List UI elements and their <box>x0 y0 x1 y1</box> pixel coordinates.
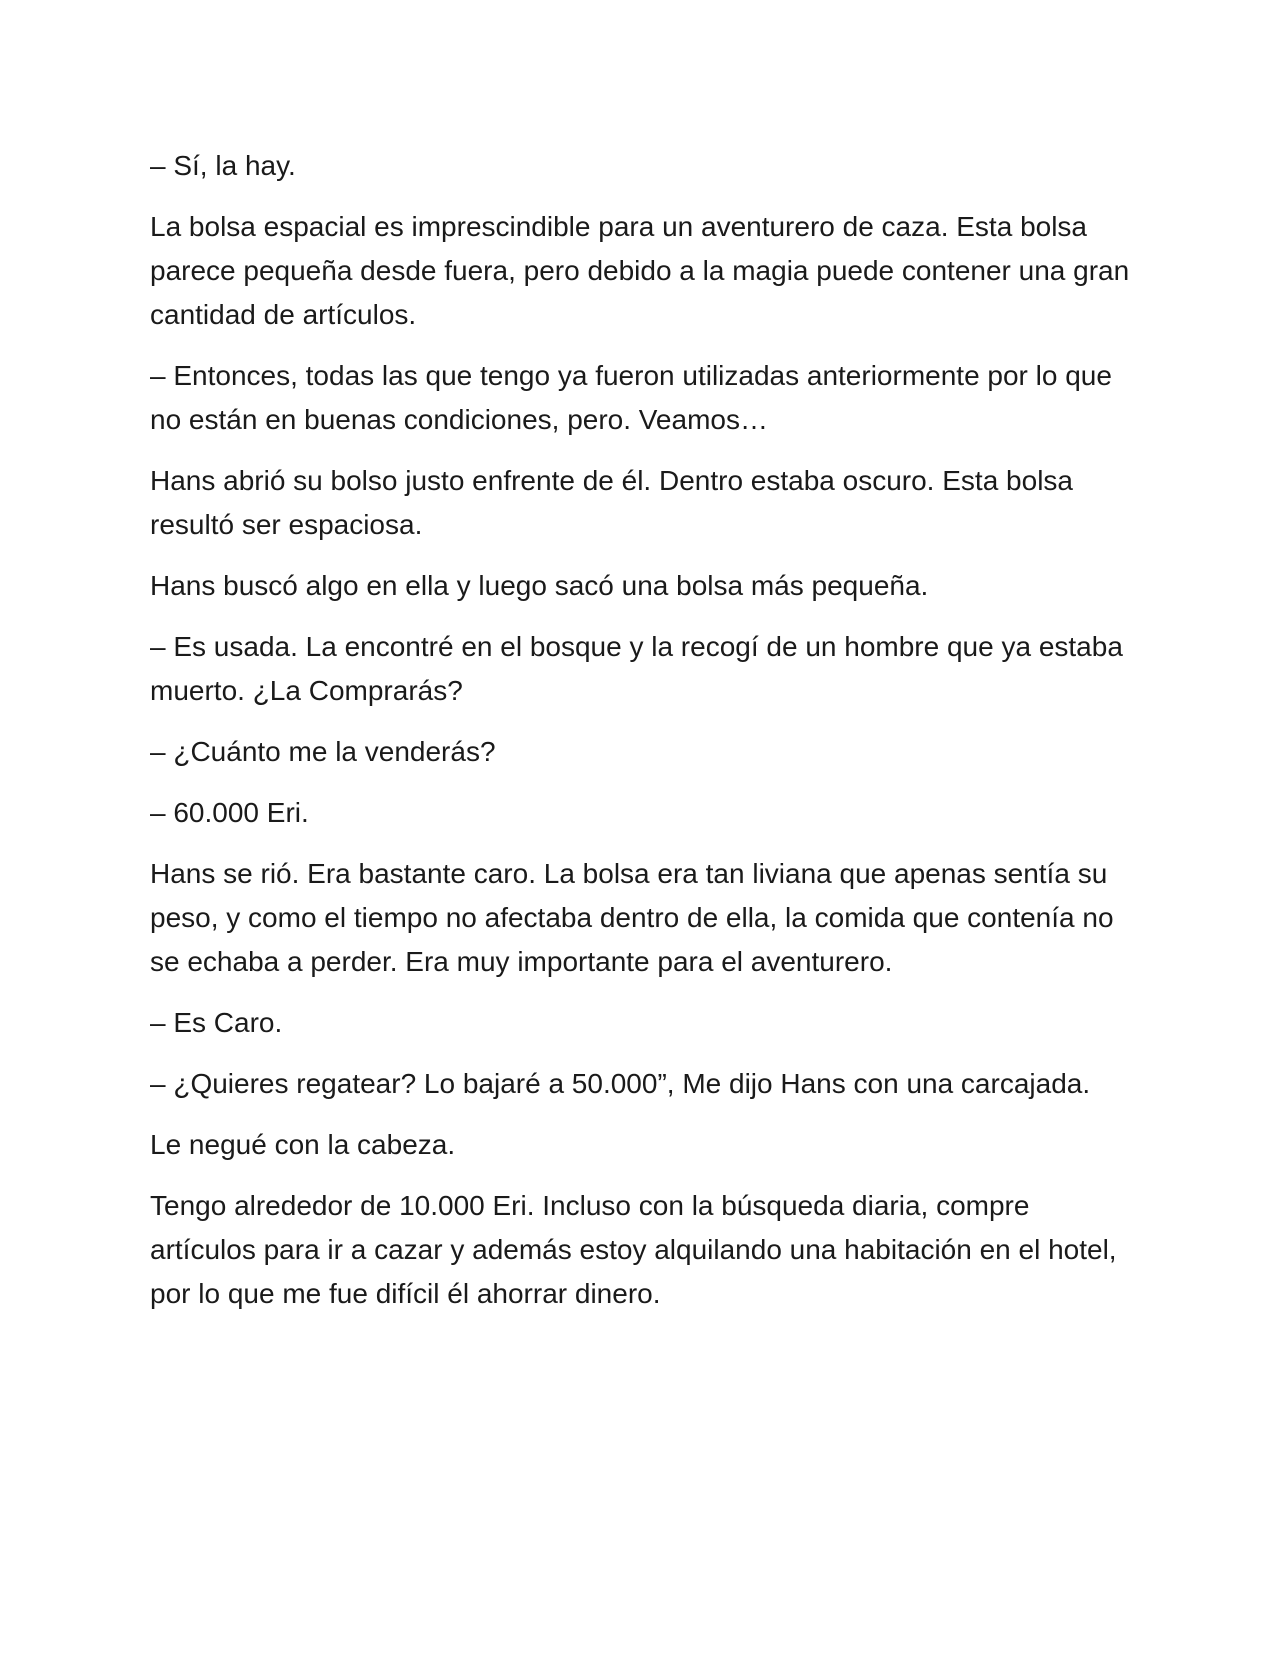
paragraph-3: – Entonces, todas las que tengo ya fueron utilizadas anteriormente por lo que no están en buenas condiciones, pero. Veamos… <box>150 360 1112 435</box>
paragraph-11: – ¿Quieres regatear? Lo bajaré a 50.000”, Me dijo Hans con una carcajada. <box>150 1068 1091 1099</box>
document-page <box>150 144 1130 1333</box>
paragraph-1: – Sí, la hay. <box>150 150 296 181</box>
paragraph-9: Hans se rió. Era bastante caro. La bolsa era tan liviana que apenas sentía su peso, y como el tiempo no afectaba dentro de ella, la comida que contenía no se echaba a perder. Era muy importante para el aventurero. <box>150 858 1114 977</box>
paragraph-10: – Es Caro. <box>150 1007 283 1038</box>
paragraph-2: La bolsa espacial es imprescindible para un aventurero de caza. Esta bolsa parece pequeña desde fuera, pero debido a la magia puede contener una gran cantidad de artículos. <box>150 211 1130 330</box>
paragraph-7: – ¿Cuánto me la venderás? <box>150 736 496 767</box>
paragraph-6: – Es usada. La encontré en el bosque y la recogí de un hombre que ya estaba muerto. ¿La Comprarás? <box>150 631 1123 706</box>
paragraph-5: Hans buscó algo en ella y luego sacó una bolsa más pequeña. <box>150 570 929 601</box>
paragraph-8: – 60.000 Eri. <box>150 797 309 828</box>
paragraph-4: Hans abrió su bolso justo enfrente de él. Dentro estaba oscuro. Esta bolsa resultó ser espaciosa. <box>150 465 1073 540</box>
paragraph-13: Tengo alrededor de 10.000 Eri. Incluso con la búsqueda diaria, compre artículos para ir a cazar y además estoy alquilando una habitación en el hotel, por lo que me fue difícil él ahorrar dinero. <box>150 1190 1117 1309</box>
paragraph-12: Le negué con la cabeza. <box>150 1129 456 1160</box>
